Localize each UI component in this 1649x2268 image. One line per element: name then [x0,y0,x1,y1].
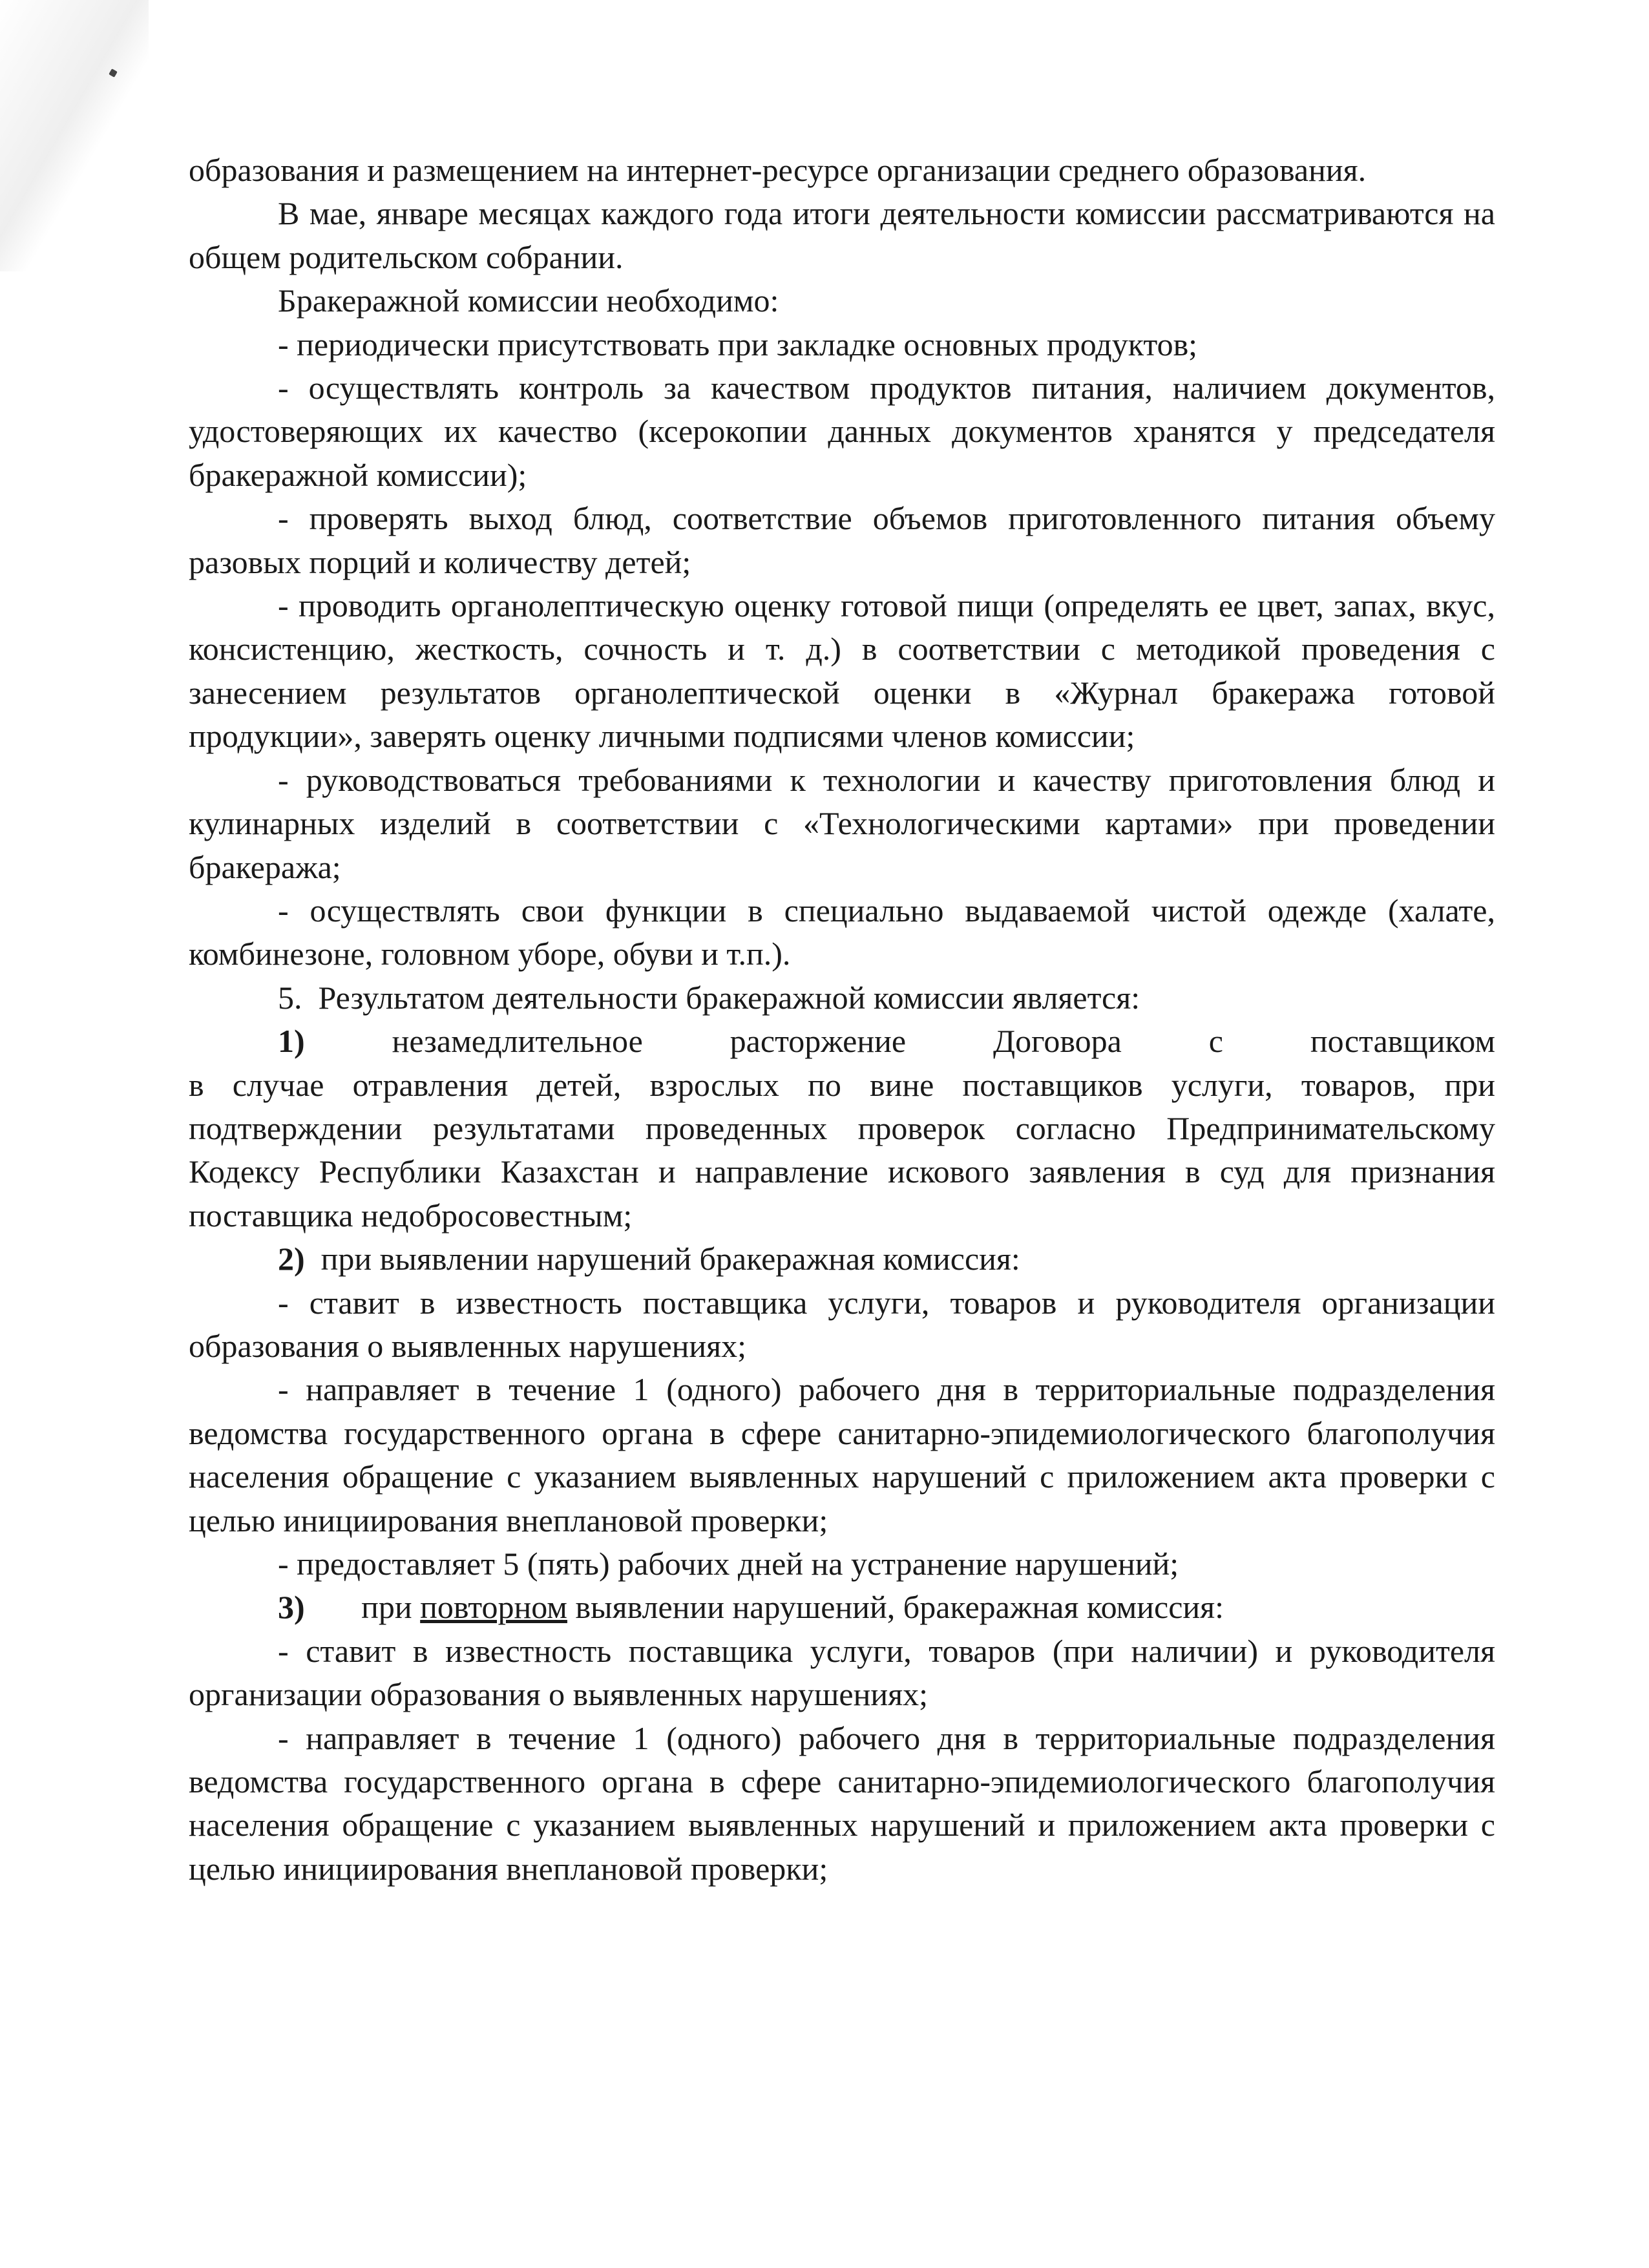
item-text: незамедлительное расторжение Договора с поставщиком [392,1023,1495,1060]
item-text: Результатом деятельности бракеражной комиссии является: [318,979,1140,1016]
paragraph: В мае, январе месяцах каждого года итоги деятельности комиссии рассматриваются на общем родительском собрании. [189,195,1495,275]
list-item: - направляет в течение 1 (одного) рабочего дня в территориальные подразделения ведомства государственного органа в сфере санитарно-эпидемиологического благополучия населения обращение с указанием выявленных нарушений с приложением акта проверки с целью инициирования внеплановой проверки; [189,1371,1495,1538]
item-number: 2) [278,1241,305,1277]
list-item: - проводить органолептическую оценку готовой пищи (определять ее цвет, запах, вкус, консистенцию, жесткость, сочность и т. д.) в соответствии с методикой проведения с занесением результатов органолептической оценки в «Журнал бракеража готовой продукции», заверять оценку личными подписями членов комиссии; [189,587,1495,755]
numbered-paragraph [189,976,1495,1020]
scan-shadow [0,0,149,271]
list-item: - осуществлять свои функции в специально выдаваемой чистой одежде (халате, комбинезоне, головном уборе, обуви и т.п.). [189,892,1495,972]
list-item: - ставит в известность поставщика услуги, товаров и руководителя организации образования о выявленных нарушениях; [189,1284,1495,1364]
item-number: 3) [278,1589,305,1626]
item-text: выявлении нарушений, бракеражная комиссия: [567,1589,1224,1626]
item-number: 5. [278,979,302,1016]
list-item: - направляет в течение 1 (одного) рабочего дня в территориальные подразделения ведомства государственного органа в сфере санитарно-эпидемиологического благополучия населения обращение с указанием выявленных нарушений и приложением акта проверки с целью инициирования внеплановой проверки; [189,1719,1495,1887]
list-item: - периодически присутствовать при закладке основных продуктов; [278,326,1198,362]
paragraph-continuation: в случае отравления детей, взрослых по вине поставщиков услуги, товаров, при подтверждении результатами проведенных проверок согласно Предпринимательскому Кодексу Республики Казахстан и направление искового заявления в суд для признания поставщика недобросовестным; [189,1066,1495,1234]
paragraph: Бракеражной комиссии необходимо: [278,282,779,319]
list-item: - предоставляет 5 (пять) рабочих дней на устранение нарушений; [278,1546,1179,1582]
list-item: - руководствоваться требованиями к технологии и качеству приготовления блюд и кулинарных изделий в соответствии с «Технологическими картами» при проведении бракеража; [189,761,1495,885]
item-text-prefix: при [361,1589,421,1626]
document-body [189,149,1495,1891]
list-item: - осуществлять контроль за качеством продуктов питания, наличием документов, удостоверяющих их качество (ксерокопии данных документов хранятся у председателя бракеражной комиссии); [189,370,1495,493]
numbered-paragraph [189,1586,1495,1629]
list-item: - ставит в известность поставщика услуги, товаров (при наличии) и руководителя организации образования о выявленных нарушениях; [189,1632,1495,1713]
item-text: при выявлении нарушений бракеражная комиссия: [320,1241,1020,1277]
numbered-paragraph [189,1237,1495,1281]
underlined-word: повторном [420,1589,567,1626]
item-number: 1) [278,1023,305,1060]
paragraph: образования и размещением на интернет-ресурсе организации среднего образования. [189,152,1367,188]
scan-speck [109,68,118,78]
numbered-paragraph [189,1020,1495,1063]
list-item: - проверять выход блюд, соответствие объемов приготовленного питания объему разовых порций и количеству детей; [189,500,1495,580]
